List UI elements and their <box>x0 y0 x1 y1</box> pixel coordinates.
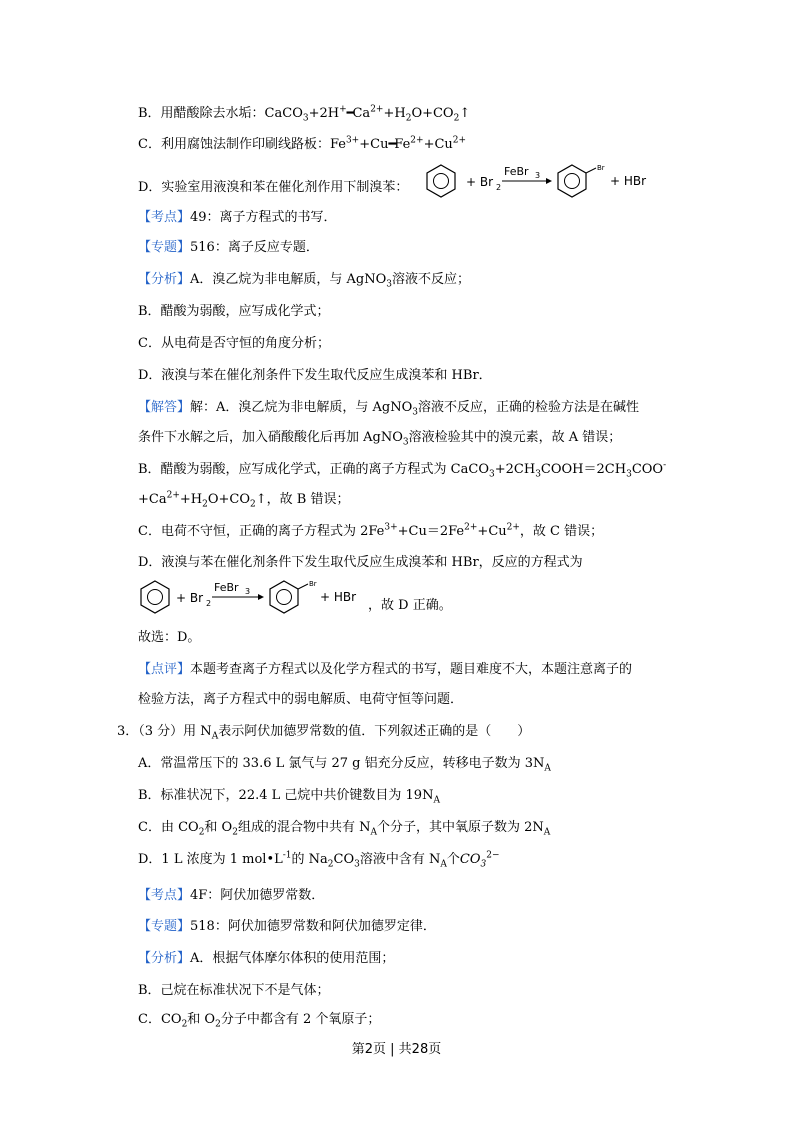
reaction-equation-2 <box>138 578 378 614</box>
jieda-c: C．电荷不守恒，正确的离子方程式为 $2Fe^{3+}+Cu=2Fe^{2+}+Cu^{2+}$，故 C 错误； <box>138 522 604 539</box>
option-d: D．实验室用液溴和苯在催化剂作用下制溴苯： <box>138 180 409 195</box>
fenxi-2-b: B．己烷在标准状况下不是气体； <box>138 983 330 998</box>
jieda-d-end: ，故 D 正确。 <box>368 598 452 613</box>
fenxi-2-c: C．$CO_2$和 $O_2$分子中都含有 2 个氧原子； <box>138 1012 381 1030</box>
jieda-a: 【解答】解：A．溴乙烷为非电解质，与 AgNO$_3$溶液不反应，正确的检验方法是在碱性 <box>138 400 640 418</box>
fenxi-1-c: C．从电荷是否守恒的角度分析； <box>138 336 330 351</box>
q3-option-a: A．常温常压下的 33.6 L 氯气与 27 g 铝充分反应，转移电子数为 $3N_A$ <box>138 756 551 774</box>
fenxi-1-b: B．醋酸为弱酸，应写成化学式； <box>138 304 330 319</box>
svg-text:+ Br: + Br <box>176 591 204 605</box>
option-b: B．用醋酸除去水垢：$CaCO_3+2H^+━Ca^{2+}+H_2O+CO_2↑$ <box>138 104 471 124</box>
svg-text:FeBr: FeBr <box>214 581 239 594</box>
q3-option-c: C．由 $CO_2$和 $O_2$组成的混合物中共有 $N_A$个分子，其中氧原子数为 $2N_A$ <box>138 820 551 838</box>
q3-option-d: D．1 L 浓度为 1 $mol•L^{-1}$的 $Na_2CO_3$溶液中含有 $N_A$个$CO_3^{2-}$ <box>138 850 500 870</box>
bromobenzene-ring-icon <box>270 581 298 613</box>
fenxi-2-a: 【分析】A．根据气体摩尔体积的使用范围； <box>138 951 395 966</box>
kaodian-2: 【考点】4F：阿伏加德罗常数． <box>138 888 325 903</box>
jieda-b-cont: $+Ca^{2+}+H_2O+CO_2↑$，故 B 错误； <box>138 490 350 510</box>
answer-choice: 故选：D。 <box>138 630 201 645</box>
zhuanti-1: 【专题】516：离子反应专题． <box>138 240 319 255</box>
dianping-cont: 检验方法，离子方程式中的弱电解质、电荷守恒等问题． <box>138 692 464 707</box>
zhuanti-2: 【专题】518：阿伏加德罗常数和阿伏加德罗定律． <box>138 919 436 934</box>
svg-text:3: 3 <box>245 587 251 596</box>
jieda-d: D．液溴与苯在催化剂条件下发生取代反应生成溴苯和 HBr，反应的方程式为 <box>138 555 583 570</box>
q3-option-b: B．标准状况下，22.4 L 己烷中共价键数目为 $19N_A$ <box>138 788 440 806</box>
option-c: C．利用腐蚀法制作印刷线路板：$Fe^{3+}+Cu━Fe^{2+}+Cu^{2+}$ <box>138 135 467 152</box>
dianping: 【点评】本题考查离子方程式以及化学方程式的书写，题目难度不大，本题注意离子的 <box>138 662 633 677</box>
jieda-b: B．醋酸为弱酸，应写成化学式，正确的离子方程式为 $CaCO_3+2CH_3COOH=2CH_3COO^-$ <box>138 460 667 480</box>
svg-text:3: 3 <box>535 171 541 180</box>
benzene-ring-icon <box>427 165 455 197</box>
bromobenzene-ring-icon <box>558 165 586 197</box>
svg-text:2: 2 <box>496 183 502 192</box>
svg-text:Br: Br <box>309 580 317 588</box>
fenxi-1-d: D．液溴与苯在催化剂条件下发生取代反应生成溴苯和 HBr． <box>138 368 492 383</box>
svg-text:Br: Br <box>597 164 605 172</box>
question-3: 3．（3 分）用 $N_A$表示阿伏加德罗常数的值．下列叙述正确的是（ ） <box>117 724 531 742</box>
svg-text:+ HBr: + HBr <box>610 174 647 188</box>
fenxi-1-a: 【分析】A．溴乙烷为非电解质，与 AgNO$_3$溶液不反应； <box>138 272 471 290</box>
svg-text:FeBr: FeBr <box>504 165 529 178</box>
kaodian-1: 【考点】49：离子方程式的书写． <box>138 210 337 225</box>
svg-text:+ Br: + Br <box>466 175 494 189</box>
reaction-equation-1 <box>424 162 664 198</box>
svg-text:2: 2 <box>206 599 212 608</box>
jieda-a-cont: 条件下水解之后，加入硝酸酸化后再加 AgNO$_3$溶液检验其中的溴元素，故 A 错误； <box>138 430 622 448</box>
svg-text:+ HBr: + HBr <box>320 590 357 604</box>
benzene-ring-icon <box>141 581 169 613</box>
page-footer: 第2页 | 共28页 <box>351 1042 442 1057</box>
